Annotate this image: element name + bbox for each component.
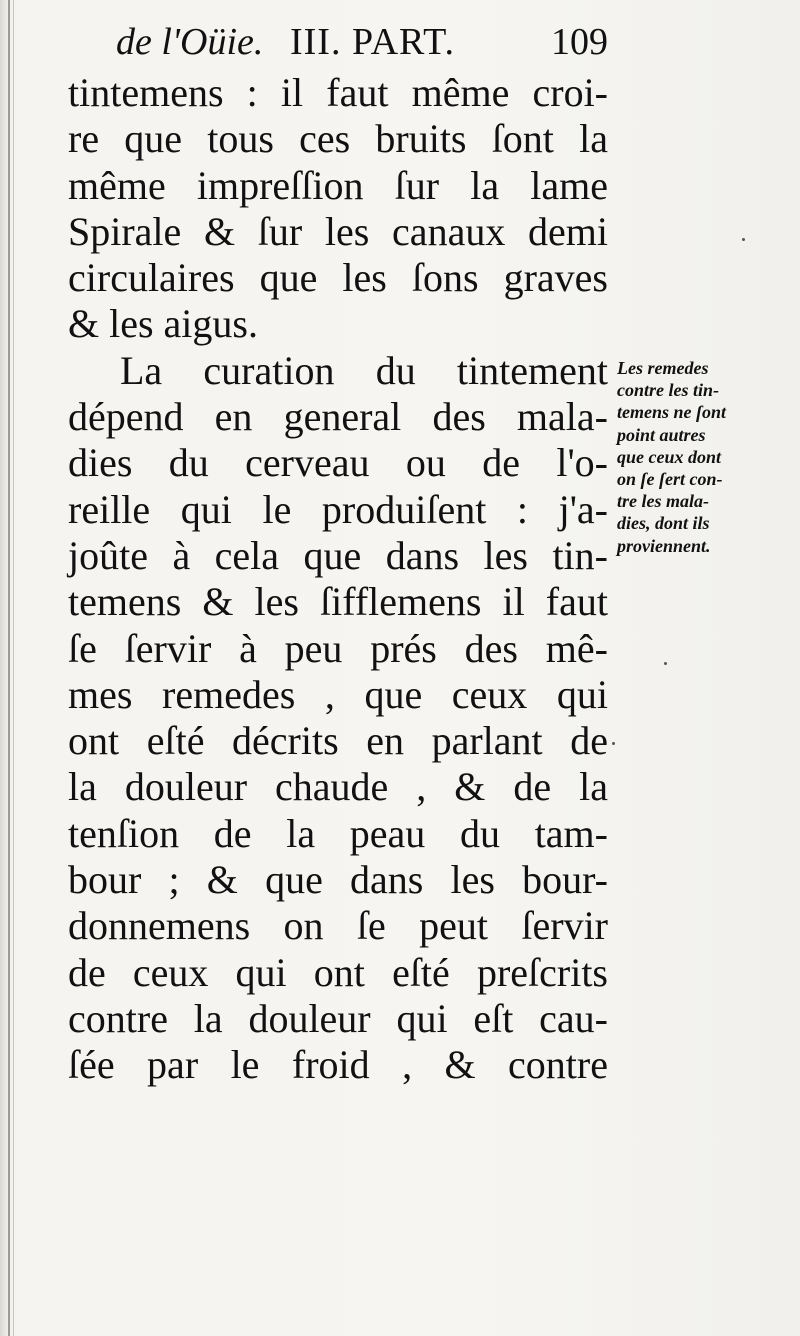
body-line: joûte à cela que dans les tin-: [68, 532, 608, 578]
body-line: circulaires que les ſons graves: [68, 255, 608, 301]
body-line: donnemens on ſe peut ſervir: [68, 903, 608, 949]
margin-note-line: on ſe ſert con-: [617, 468, 723, 489]
margin-note-line: point autres: [617, 424, 706, 445]
running-head-part: III. PART.: [290, 21, 456, 63]
body-line: Spirale & ſur les canaux demi: [68, 208, 608, 254]
body-line: temens & les ſifflemens il faut: [68, 579, 608, 625]
running-head: [116, 18, 608, 66]
body-line: dépend en general des mala-: [68, 394, 608, 440]
body-line: bour ; & que dans les bour-: [68, 857, 608, 903]
margin-note-line: tre les mala-: [617, 491, 709, 512]
body-line: de ceux qui ont eſté preſcrits: [68, 949, 608, 995]
body-line: reille qui le produiſent : j'a-: [68, 486, 608, 532]
ink-speck: [664, 662, 667, 665]
body-line: dies du cerveau ou de l'o-: [68, 440, 608, 486]
running-head-title: de l'Oüie.: [116, 21, 264, 63]
body-line: la douleur chaude , & de la: [68, 764, 608, 810]
margin-note-line: temens ne ſont: [617, 402, 727, 423]
body-line: re que tous ces bruits ſont la: [68, 116, 608, 162]
margin-note-line: proviennent.: [617, 535, 711, 556]
body-line: mes remedes , que ceux qui: [68, 671, 608, 717]
body-line: même impreſſion ſur la lame: [68, 162, 608, 208]
margin-note-line: dies, dont ils: [617, 513, 710, 534]
body-line: & les aigus.: [68, 301, 258, 347]
margin-note-line: que ceux dont: [617, 446, 722, 467]
body-line: contre la douleur qui eſt cau-: [68, 995, 608, 1041]
body-line: tenſion de la peau du tam-: [68, 810, 608, 856]
margin-note: [617, 357, 772, 557]
margin-note-line: Les remedes: [617, 358, 709, 378]
body-line: ont eſté décrits en parlant de: [68, 718, 608, 764]
paragraph-start-line: La curation du tintement: [120, 347, 608, 393]
ink-speck: [742, 238, 745, 241]
page-gutter-shadow: [13, 0, 14, 1336]
page-number: 109: [551, 21, 608, 63]
body-line: ſée par le froid , & contre: [68, 1042, 608, 1088]
margin-note-line: contre les tin-: [617, 380, 719, 401]
page-gutter-edge: [8, 0, 10, 1336]
ink-speck: [612, 742, 615, 745]
body-line: tintemens : il faut même croi-: [68, 70, 608, 115]
body-line: ſe ſervir à peu prés des mê-: [68, 625, 608, 671]
body-text: [68, 70, 608, 1089]
